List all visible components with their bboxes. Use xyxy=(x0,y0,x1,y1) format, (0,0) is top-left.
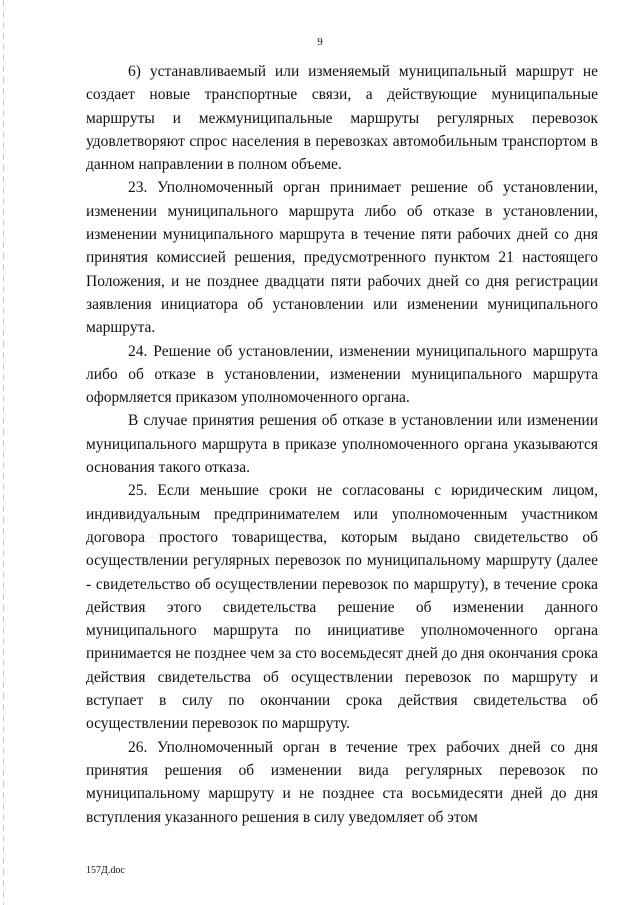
paragraph-24: 24. Решение об установлении, изменении муниципального маршрута либо об отказе в установлении, изменении муниципального маршрута оформляется приказом уполномоченного органа. xyxy=(86,342,598,407)
page-number: 9 xyxy=(317,36,323,48)
paragraph-23: 23. Уполномоченный орган принимает решение об установлении, изменении муниципального маршрута либо об отказе в установлении, изменении муниципального маршрута в течение пяти рабочих дней со дня принятия комиссией решения, предусмотренного пунктом 21 настоящего Положения, и не позднее двадцати пяти рабочих дней со дня регистрации заявления инициатора об установлении или изменении муниципального маршрута. xyxy=(86,179,598,337)
scan-edge-artifact xyxy=(3,0,4,905)
document-body xyxy=(86,60,598,829)
paragraph-26: 26. Уполномоченный орган в течение трех рабочих дней со дня принятия решения об изменении вида регулярных перевозок по муниципальному маршруту и не позднее ста восьмидесяти дней до дня вступления указанного решения в силу уведомляет об этом xyxy=(86,738,598,826)
paragraph-25: 25. Если меньшие сроки не согласованы с юридическим лицом, индивидуальным предпринимателем или уполномоченным участником договора простого товарищества, которым выдано свидетельство об осуществлении регулярных перевозок по муниципальному маршруту (далее - свидетельство об осуществлении перевозок по маршруту), в течение срока действия этого свидетельства решение об изменении данного муниципального маршрута по инициативе уполномоченного органа принимается не позднее чем за сто восемьдесят дней до дня окончания срока действия свидетельства об осуществлении перевозок по маршруту и вступает в силу по окончании срока действия свидетельства об осуществлении перевозок по маршруту. xyxy=(86,482,598,733)
paragraph-24-refusal: В случае принятия решения об отказе в установлении или изменении муниципального маршрута в приказе уполномоченного органа указываются основания такого отказа. xyxy=(86,412,598,477)
paragraph-item-6: 6) устанавливаемый или изменяемый муниципальный маршрут не создает новые транспортные связи, а действующие муниципальные маршруты и межмуниципальные маршруты регулярных перевозок удовлетворяют спрос населения в перевозках автомобильным транспортом в данном направлении в полном объеме. xyxy=(86,63,598,174)
file-name-footer: 157Д.doc xyxy=(86,865,125,876)
